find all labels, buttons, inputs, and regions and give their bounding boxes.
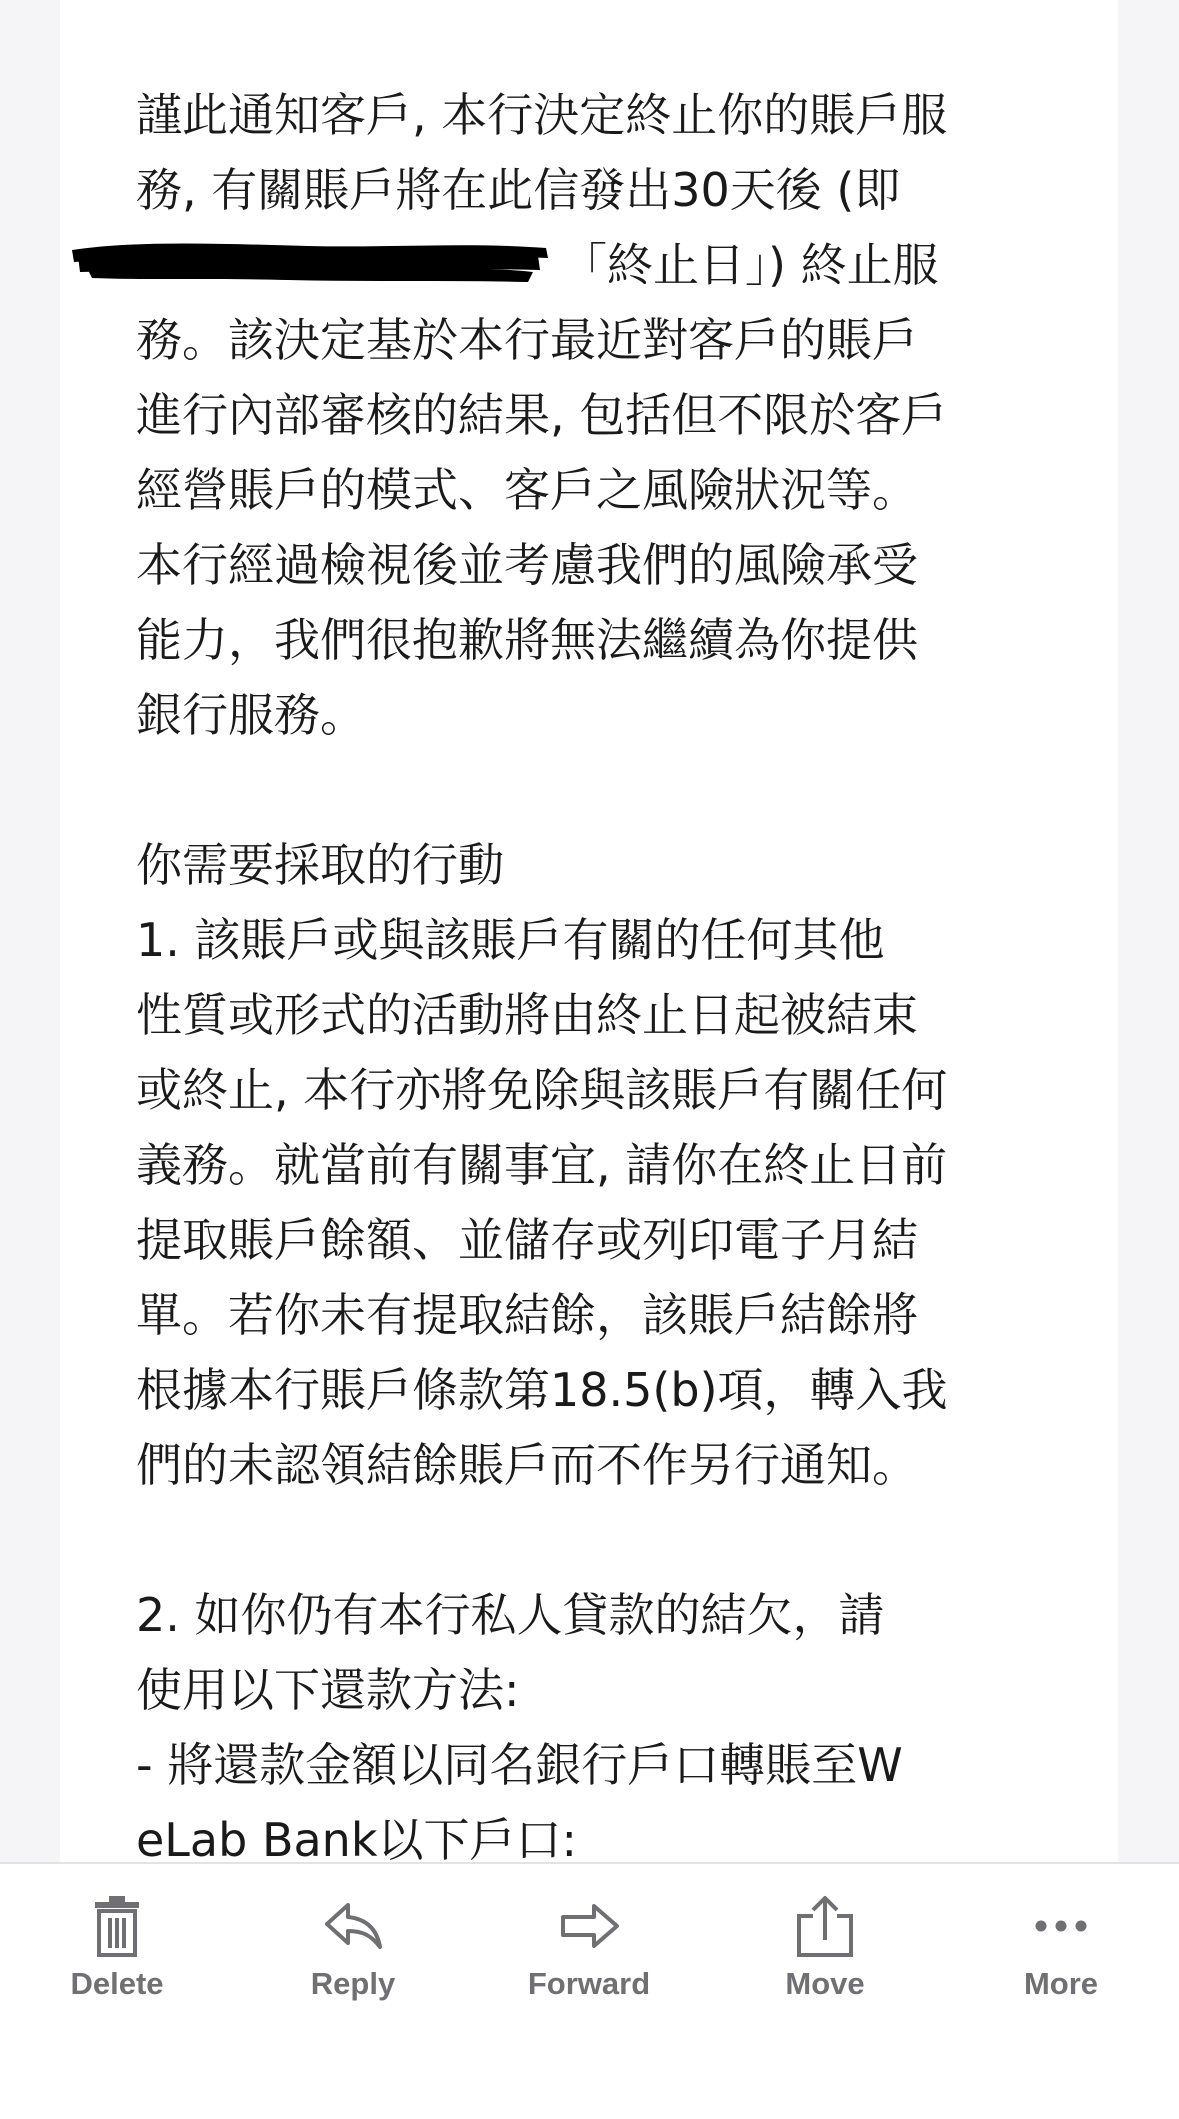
more-label: More (1023, 1966, 1099, 2001)
email-line-redacted (136, 228, 1096, 303)
email-line: 1. 該賬戶或與該賬戶有關的任何其他 (136, 913, 885, 967)
paragraph-gap (136, 753, 1096, 828)
reply-icon (319, 1892, 387, 1960)
delete-button[interactable] (32, 1892, 202, 2012)
email-line: 2. 如你仍有本行私人貸款的結欠，請 (136, 1588, 885, 1642)
email-line: 務, 有關賬戶將在此信發出30天後 (即 (136, 163, 901, 217)
delete-label: Delete (70, 1966, 164, 2001)
paragraph-gap (136, 1503, 1096, 1578)
email-line: 經營賬戶的模式、客戶之風險狀況等。 (136, 463, 918, 517)
email-line: 謹此通知客戶, 本行決定終止你的賬戶服 (136, 88, 948, 142)
reply-label: Reply (310, 1966, 396, 2001)
forward-arrow-icon (555, 1892, 623, 1960)
email-line: 銀行服務。 (136, 688, 366, 742)
email-line: 根據本行賬戶條款第18.5(b)項，轉入我 (136, 1363, 948, 1417)
forward-label: Forward (527, 1966, 651, 2001)
reply-button[interactable] (268, 1892, 438, 2012)
email-line: 義務。就當前有關事宜, 請你在終止日前 (136, 1138, 948, 1192)
email-line: 能力，我們很抱歉將無法繼續為你提供 (136, 613, 918, 667)
mail-action-toolbar (0, 1862, 1179, 2119)
more-button[interactable] (976, 1892, 1146, 2012)
forward-button[interactable] (504, 1892, 674, 2012)
move-to-folder-icon (791, 1892, 859, 1960)
email-line: 務。該決定基於本行最近對客戶的賬戶 (136, 313, 918, 367)
move-label: Move (785, 1966, 865, 2001)
email-line: 性質或形式的活動將由終止日起被結束 (136, 988, 918, 1042)
email-line: 進行內部審核的結果, 包括但不限於客戶 (136, 388, 948, 442)
termination-date-label: 「終止日」) 終止服 (561, 238, 939, 292)
email-line: eLab Bank以下戶口: (136, 1813, 577, 1862)
email-line: 們的未認領結餘賬戶而不作另行通知。 (136, 1438, 918, 1492)
email-line: 使用以下還款方法: (136, 1663, 520, 1717)
email-line: - 將還款金額以同名銀行戶口轉賬至W (136, 1738, 903, 1792)
section-heading: 你需要採取的行動 (136, 838, 504, 892)
email-message-card (60, 0, 1118, 1862)
email-line: 本行經過檢視後並考慮我們的風險承受 (136, 538, 918, 592)
email-line: 單。若你未有提取結餘，該賬戶結餘將 (136, 1288, 918, 1342)
move-button[interactable] (740, 1892, 910, 2012)
more-dots-icon (1027, 1892, 1095, 1960)
email-line: 或終止, 本行亦將免除與該賬戶有關任何 (136, 1063, 948, 1117)
redaction-scribble (68, 236, 553, 286)
email-body (136, 78, 1096, 1862)
email-line: 提取賬戶餘額、並儲存或列印電子月結 (136, 1213, 918, 1267)
trash-icon (83, 1892, 151, 1960)
